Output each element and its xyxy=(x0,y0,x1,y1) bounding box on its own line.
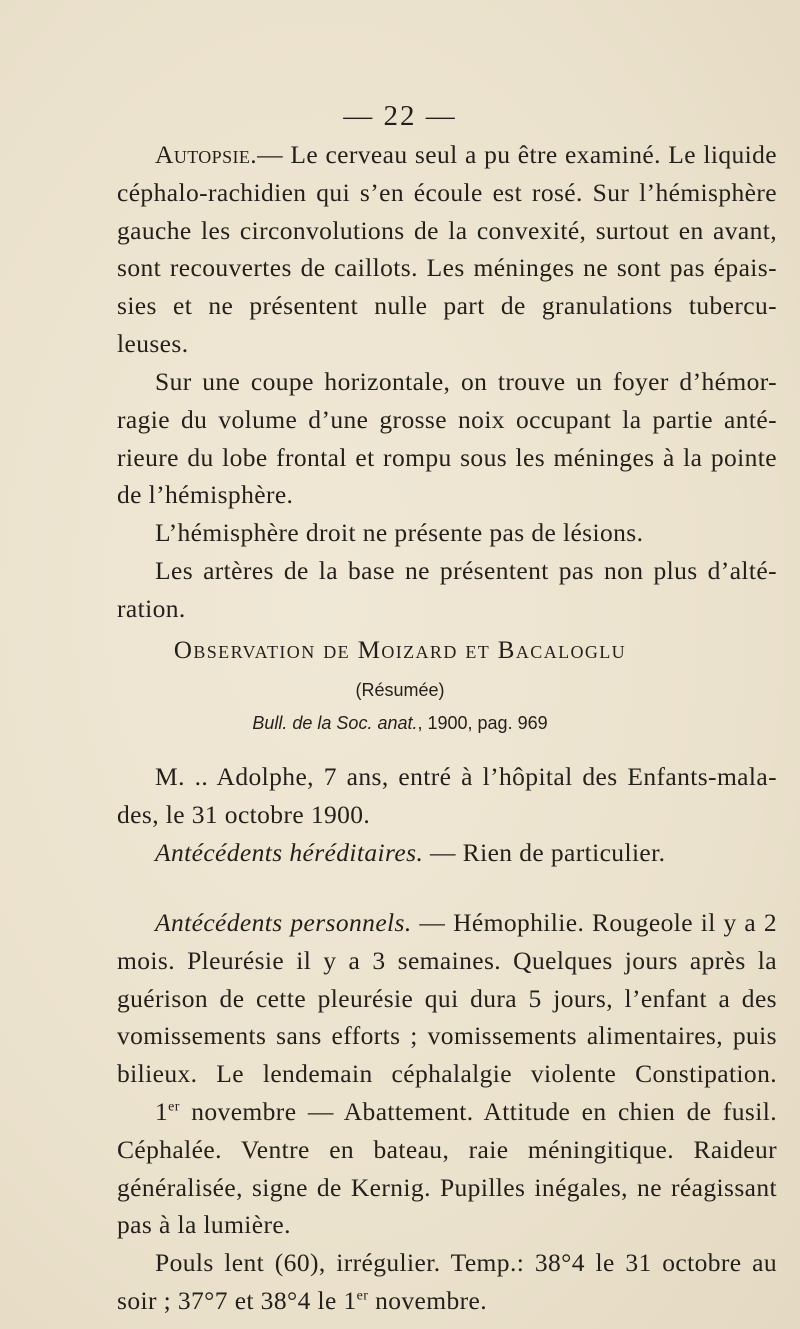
coupe-line: ragie du volume d’une grosse noix occupant la partie anté- xyxy=(117,404,777,434)
personnels-line: Antécédents personnels. — Hémophilie. Rougeole il y a 2 xyxy=(155,908,778,937)
novembre-line: généralisée, signe de Kernig. Pupilles inégales, ne réagissant xyxy=(117,1172,777,1202)
patient-paragraph xyxy=(117,758,777,834)
autopsie-label: Autopsie. xyxy=(155,140,258,169)
personnels-label: Antécédents personnels. xyxy=(155,908,412,937)
pouls-line: Pouls lent (60), irrégulier. Temp.: 38°4 le 31 octobre au xyxy=(155,1248,777,1277)
coupe-line: rieure du lobe frontal et rompu sous les méninges à la pointe xyxy=(117,442,777,472)
observation-title: Observation de Moizard et Bacaloglu xyxy=(173,637,627,664)
hemisphere-droit-line: L’hémisphère droit ne présente pas de lésions. xyxy=(155,518,644,547)
coupe-line: Sur une coupe horizontale, on trouve un foyer d’hémor- xyxy=(155,367,777,396)
personnels-line: guérison de cette pleurésie qui dura 5 jours, l’enfant a des xyxy=(117,983,777,1013)
observation-reference xyxy=(0,713,800,734)
patient-line: des, le 31 octobre 1900. xyxy=(117,799,371,829)
patient-line: M. .. Adolphe, 7 ans, entré à l’hôpital des Enfants-mala- xyxy=(155,762,777,791)
hereditaires-line: Antécédents héréditaires. — Rien de particulier. xyxy=(155,838,666,867)
hereditaires-label: Antécédents héréditaires. xyxy=(155,838,424,867)
coupe-paragraph xyxy=(117,363,777,514)
pouls-line: soir ; 37°7 et 38°4 le 1er novembre. xyxy=(117,1285,488,1315)
reference-journal: Bull. de la Soc. anat. xyxy=(252,713,418,733)
arteres-paragraph xyxy=(117,552,777,628)
novembre-line: pas à la lumière. xyxy=(117,1210,291,1240)
personnels-line: vomissements sans efforts ; vomissements alimentaires, puis xyxy=(117,1021,777,1051)
autopsie-line: Autopsie.— Le cerveau seul a pu être examiné. Le liquide xyxy=(155,140,777,169)
novembre-paragraph xyxy=(117,1093,777,1244)
hemisphere-droit-paragraph xyxy=(117,514,777,552)
pouls-paragraph xyxy=(117,1244,777,1320)
personnels-line: mois. Pleurésie il y a 3 semaines. Quelques jours après la xyxy=(117,945,777,975)
autopsie-line: céphalo-rachidien qui s’en écoule est rosé. Sur l’hémisphère xyxy=(117,177,777,207)
page-number: — 22 — xyxy=(343,100,457,132)
personnels-line: bilieux. Le lendemain céphalalgie violente Constipation. xyxy=(117,1059,777,1089)
autopsie-line: leuses. xyxy=(117,328,189,358)
reference-details: , 1900, pag. 969 xyxy=(417,713,548,733)
autopsie-line: sont recouvertes de caillots. Les méninges ne sont pas épais- xyxy=(117,253,777,283)
coupe-line: de l’hémisphère. xyxy=(117,480,294,510)
arteres-line: ration. xyxy=(117,593,186,623)
novembre-line: 1er novembre — Abattement. Attitude en chien de fusil. xyxy=(155,1097,777,1126)
autopsie-line: sies et ne présentent nulle part de granulations tubercu- xyxy=(117,291,777,321)
arteres-line: Les artères de la base ne présentent pas non plus d’alté- xyxy=(155,556,777,585)
novembre-line: Céphalée. Ventre en bateau, raie méningitique. Raideur xyxy=(117,1134,777,1164)
autopsie-line: gauche les circonvolutions de la convexité, surtout en avant, xyxy=(117,215,777,245)
observation-subtitle: (Résumée) xyxy=(355,680,445,700)
autopsie-paragraph xyxy=(117,136,777,363)
hereditaires-paragraph xyxy=(117,834,777,872)
personnels-paragraph xyxy=(117,904,777,1093)
